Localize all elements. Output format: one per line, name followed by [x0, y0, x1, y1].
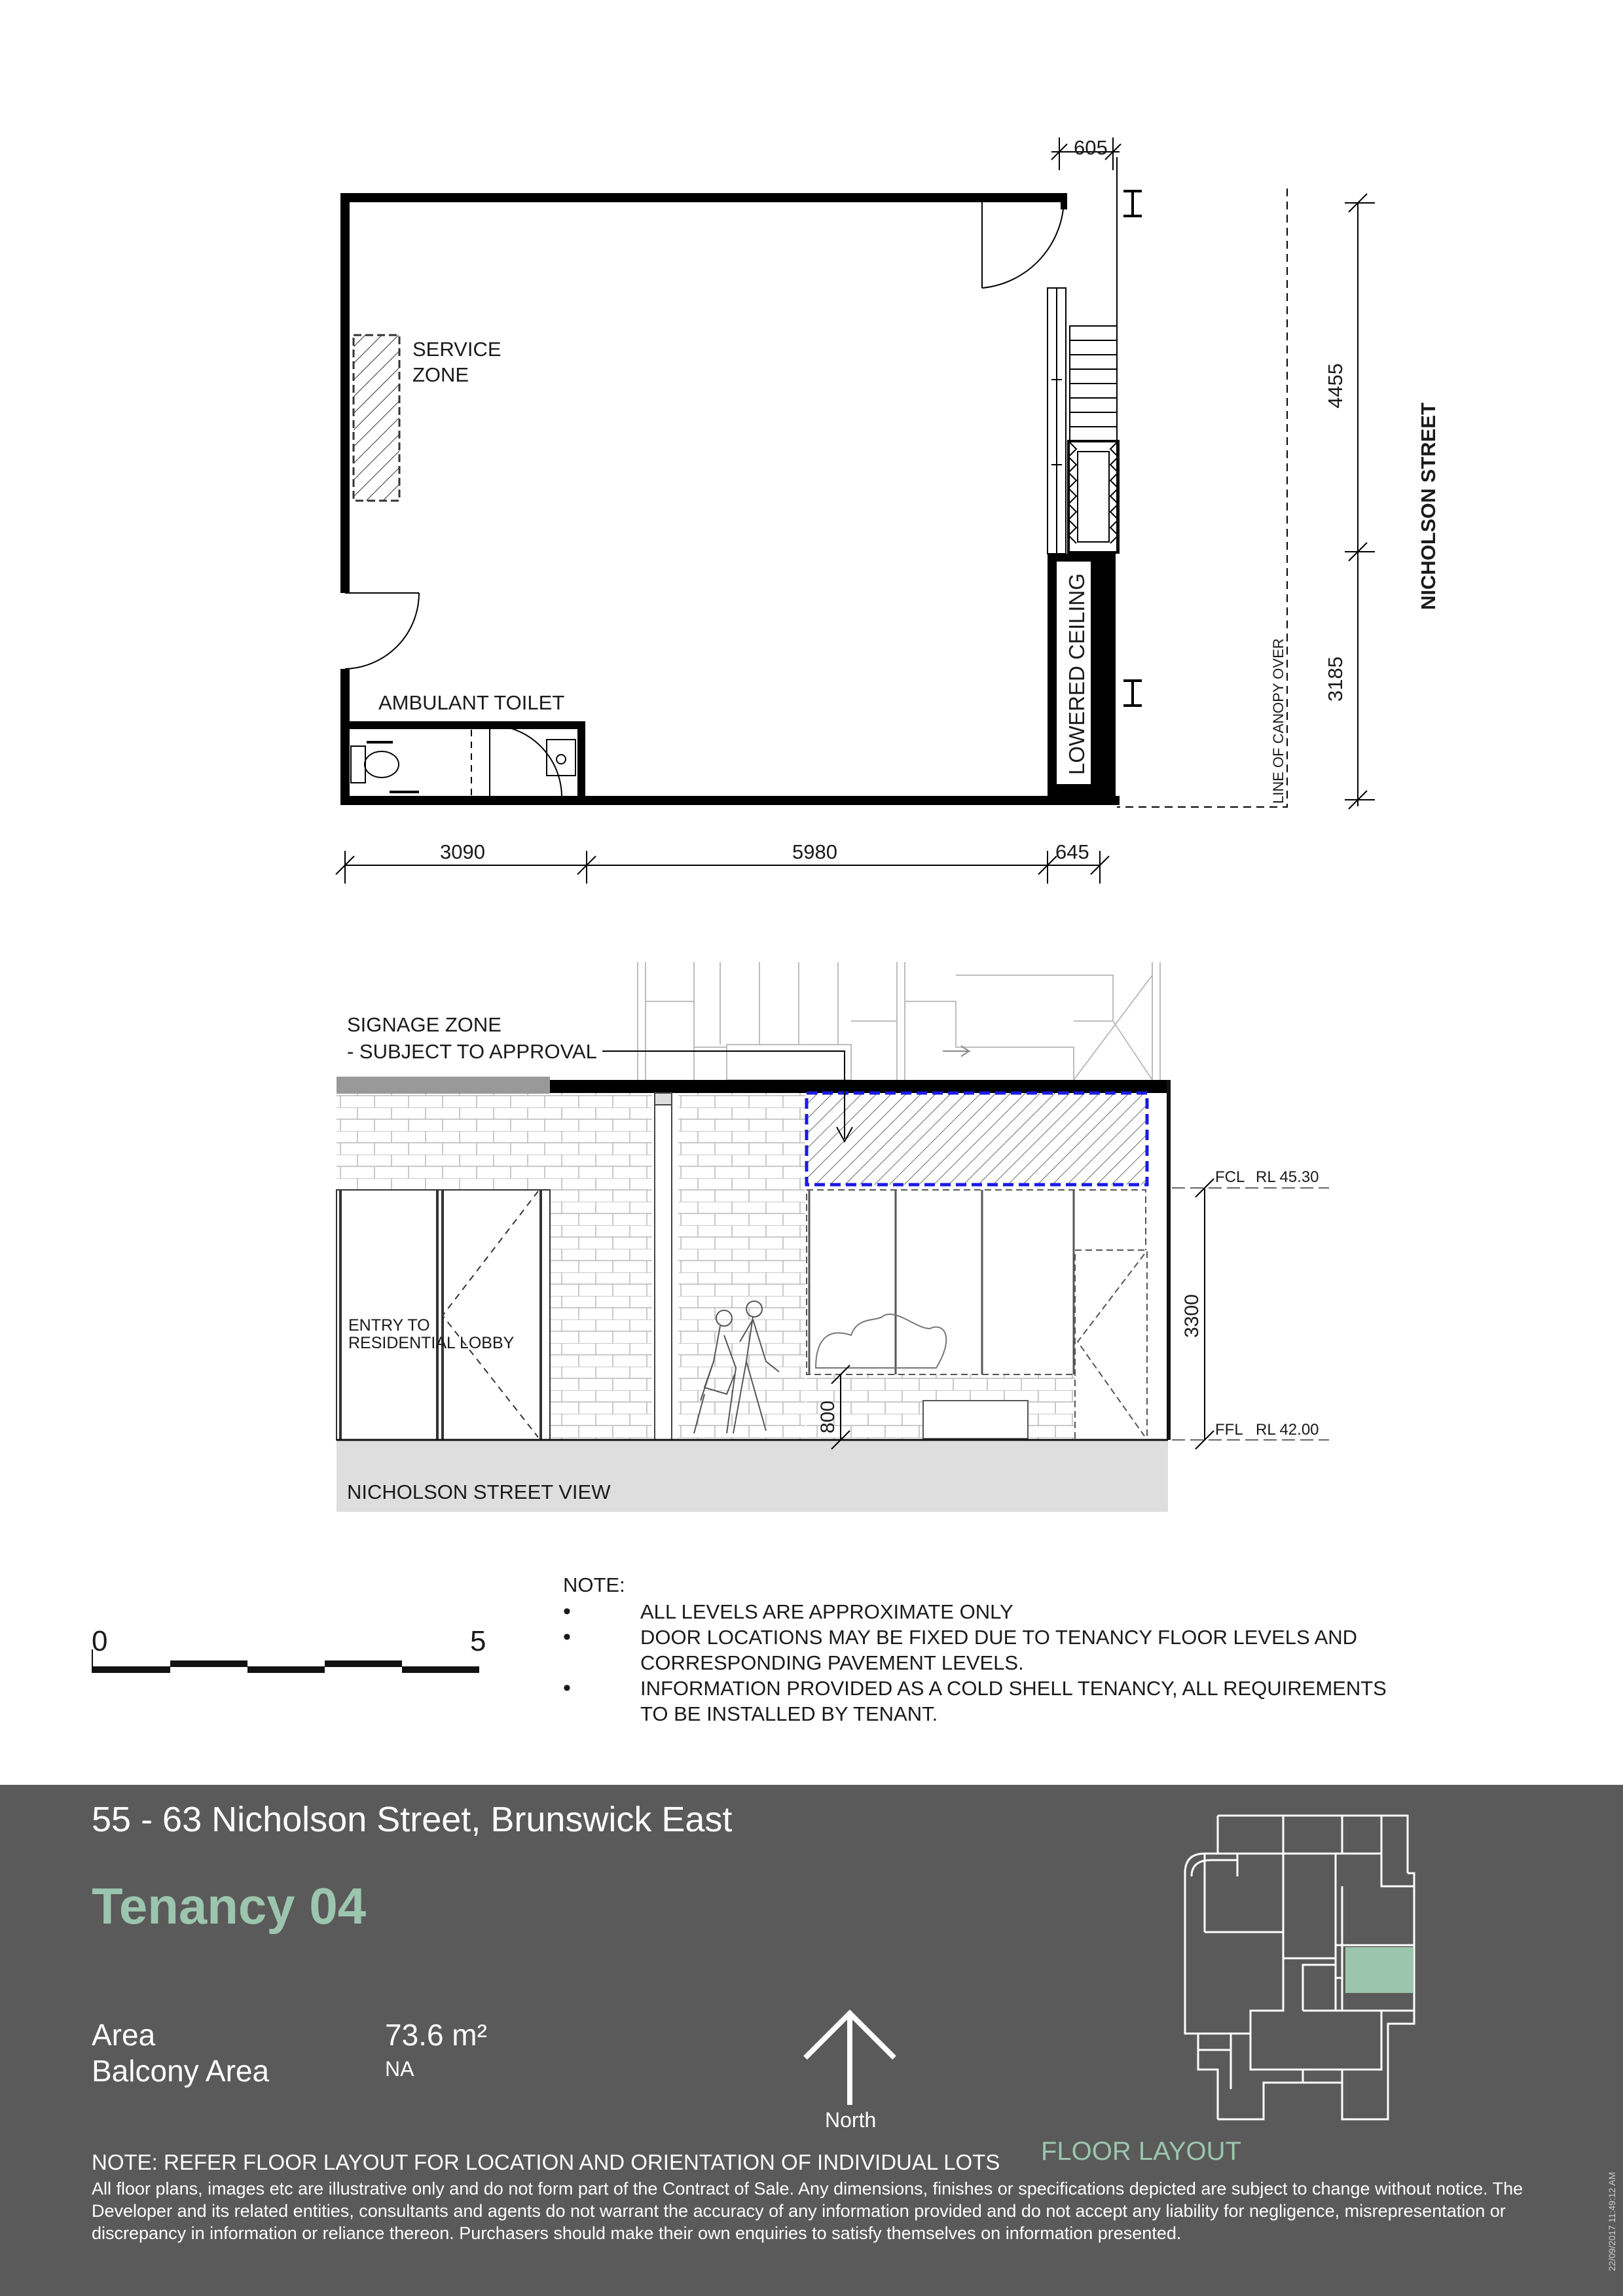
scale-start: 0 [92, 1625, 108, 1657]
dim-3185: 3185 [1324, 656, 1347, 702]
dim-645: 645 [1055, 840, 1089, 863]
height-dim: 3300 [1181, 1294, 1203, 1338]
signage-label-2: - SUBJECT TO APPROVAL [347, 1040, 597, 1063]
area-label: Area [92, 2018, 156, 2052]
north-label: North [825, 2108, 877, 2132]
floor-layout-keyplan [1172, 1814, 1427, 2122]
street-label: NICHOLSON STREET [1417, 403, 1440, 610]
dim-605: 605 [1074, 136, 1108, 159]
note-item: • ALL LEVELS ARE APPROXIMATE ONLY [563, 1599, 1414, 1624]
balcony-area-label: Balcony Area [92, 2054, 270, 2088]
notes-list [563, 1599, 1414, 1727]
entry-label-2: RESIDENTIAL LOBBY [348, 1334, 515, 1352]
scale-end: 5 [470, 1625, 486, 1657]
lowered-ceiling-label: LOWERED CEILING [1065, 573, 1089, 775]
ffl-rl: RL 42.00 [1256, 1421, 1319, 1439]
footer-note: NOTE: REFER FLOOR LAYOUT FOR LOCATION AND ORIENTATION OF INDIVIDUAL LOTS [92, 2150, 1000, 2174]
note-item: • DOOR LOCATIONS MAY BE FIXED DUE TO TENANCY FLOOR LEVELS AND CORRESPONDING PAVEMENT LEVELS. [563, 1624, 1414, 1676]
notes-title: NOTE: [563, 1573, 625, 1596]
dim-5980: 5980 [792, 840, 837, 863]
fcl-label: FCL [1215, 1168, 1245, 1186]
tenancy-title: Tenancy 04 [92, 1877, 367, 1935]
service-zone-label-2: ZONE [412, 363, 469, 386]
view-label: NICHOLSON STREET VIEW [347, 1480, 611, 1503]
timestamp: 22/09/2017 11:49:12 AM [1607, 2172, 1617, 2271]
sill-dim: 800 [817, 1400, 839, 1433]
property-address: 55 - 63 Nicholson Street, Brunswick East [92, 1800, 733, 1839]
signage-label: SIGNAGE ZONE [347, 1013, 501, 1036]
north-arrow-icon [797, 2009, 902, 2108]
dim-4455: 4455 [1324, 363, 1347, 408]
entry-label: ENTRY TO [348, 1316, 430, 1335]
note-item: • INFORMATION PROVIDED AS A COLD SHELL TENANCY, ALL REQUIREMENTS TO BE INSTALLED BY TENANT. [563, 1676, 1414, 1727]
tenancy-highlight [1345, 1947, 1413, 1993]
ambulant-toilet-label: AMBULANT TOILET [378, 691, 565, 714]
dim-3090: 3090 [440, 840, 485, 863]
footer-panel [0, 1785, 1623, 2296]
canopy-label: LINE OF CANOPY OVER [1270, 638, 1286, 804]
floor-layout-label: FLOOR LAYOUT [1041, 2137, 1241, 2166]
ffl-label: FFL [1215, 1421, 1243, 1439]
fcl-rl: RL 45.30 [1256, 1168, 1319, 1186]
notes [563, 1572, 1414, 1727]
area-value: 73.6 m² [385, 2018, 487, 2052]
disclaimer: All floor plans, images etc are illustrative only and do not form part of the Contract of Sale. Any dimensions, finishes or specifications depicted are subject to change without notice. The Developer and its related entities, consultants and agents do not warrant the accuracy of any information provided and do not accept any liability for negligence, misrepresentation or discrepancy in information or reliance thereon. Purchasers should make their own enquiries to satisfy themselves on information presented. [92, 2179, 1523, 2243]
service-zone-label: SERVICE [412, 338, 501, 361]
balcony-area-value: NA [385, 2057, 414, 2081]
